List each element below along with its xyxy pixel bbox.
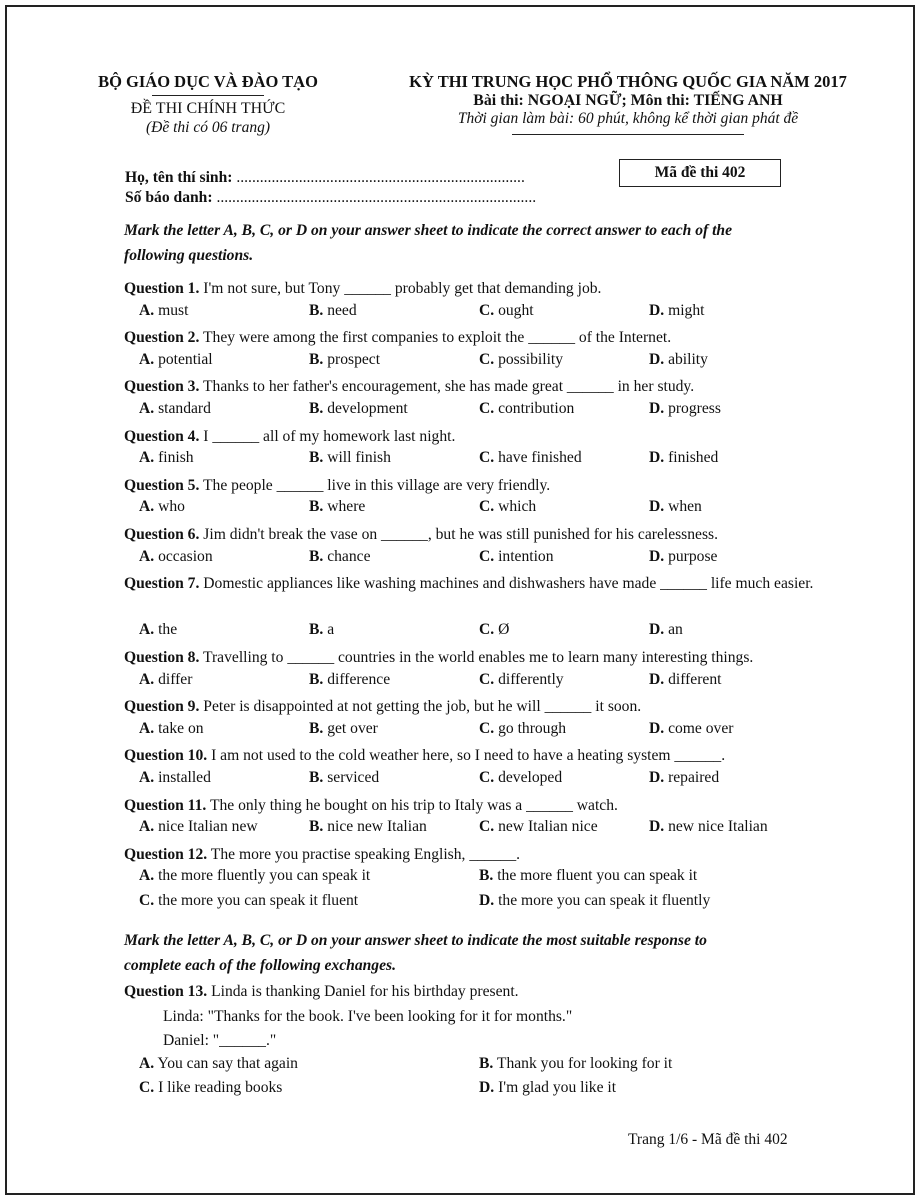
question-12 (124, 843, 814, 868)
question-text: The only thing he bought on his trip to Italy was a ______ watch. (206, 796, 618, 814)
q7-option-c[interactable]: C. Ø (479, 621, 510, 639)
q11-option-d[interactable]: D. new nice Italian (649, 818, 768, 836)
q12-option-b[interactable]: B. the more fluent you can speak it (479, 867, 698, 885)
question-label: Question 4. (124, 427, 200, 445)
q5-option-c[interactable]: C. which (479, 498, 537, 516)
question-text: Peter is disappointed at not getting the job, but he will ______ it soon. (199, 698, 642, 716)
question-label: Question 7. (124, 575, 200, 593)
q5-option-a[interactable]: A. who (139, 498, 185, 516)
q9-option-d[interactable]: D. come over (649, 719, 734, 737)
question-text: Domestic appliances like washing machines and dishwashers have made ______ life much easier. (199, 575, 814, 593)
q1-option-b[interactable]: B. need (309, 301, 357, 319)
q13-option-d[interactable]: D. I'm glad you like it (479, 1079, 617, 1096)
q5-option-b[interactable]: B. where (309, 498, 366, 516)
question-label: Question 9. (124, 698, 200, 716)
page-footer: Trang 1/6 - Mã đề thi 402 (628, 1131, 788, 1148)
question-text: I ______ all of my homework last night. (199, 427, 456, 445)
q6-option-d[interactable]: D. purpose (649, 547, 718, 565)
ministry-underline (152, 95, 264, 96)
section1-instruction-line1: Mark the letter A, B, C, or D on your answer sheet to indicate the correct answer to each of the (124, 222, 733, 239)
exam-subject: Bài thi: NGOẠI NGỮ; Môn thi: TIẾNG ANH (473, 92, 783, 109)
q1-option-c[interactable]: C. ought (479, 301, 534, 319)
q4-option-c[interactable]: C. have finished (479, 449, 582, 467)
question-label: Question 5. (124, 476, 200, 494)
question-label: Question 6. (124, 526, 200, 543)
candidate-id-label: Số báo danh: (125, 189, 213, 206)
q6-option-a[interactable]: A. occasion (139, 547, 213, 565)
candidate-name-label: Họ, tên thí sinh: (125, 169, 233, 186)
question-text: I'm not sure, but Tony ______ probably get that demanding job. (199, 280, 602, 297)
q2-option-c[interactable]: C. possibility (479, 350, 564, 368)
section1-instruction-line2: following questions. (124, 246, 254, 264)
q10-option-b[interactable]: B. serviced (309, 769, 380, 786)
q4-option-d[interactable]: D. finished (649, 449, 719, 467)
question-text: The more you practise speaking English, ______. (207, 845, 521, 863)
ministry-name: BỘ GIÁO DỤC VÀ ĐÀO TẠO (98, 72, 318, 91)
q2-option-a[interactable]: A. potential (139, 350, 213, 368)
question-3 (124, 375, 814, 400)
q13-option-a[interactable]: A. You can say that again (139, 1055, 298, 1072)
candidate-id-dots[interactable]: .................................................................................. (212, 189, 537, 206)
question-8 (124, 646, 814, 671)
q3-option-d[interactable]: D. progress (649, 400, 721, 417)
candidate-name-line (125, 169, 525, 187)
q11-option-b[interactable]: B. nice new Italian (309, 818, 427, 836)
q3-option-b[interactable]: B. development (309, 400, 408, 417)
exam-code-box: Mã đề thi 402 (619, 159, 781, 187)
q11-option-a[interactable]: A. nice Italian new (139, 818, 258, 836)
q7-option-b[interactable]: B. a (309, 621, 335, 639)
candidate-id-line (125, 189, 536, 207)
q4-option-a[interactable]: A. finish (139, 449, 194, 467)
question-label: Question 10. (124, 747, 208, 765)
question-text: They were among the first companies to exploit the ______ of the Internet. (199, 329, 672, 347)
q9-option-c[interactable]: C. go through (479, 719, 567, 737)
question-11 (124, 794, 814, 819)
q8-option-d[interactable]: D. different (649, 670, 722, 688)
exam-title: KỲ THI TRUNG HỌC PHỔ THÔNG QUỐC GIA NĂM 2017 (409, 72, 847, 91)
q7-option-a[interactable]: A. the (139, 621, 178, 639)
q1-option-d[interactable]: D. might (649, 301, 705, 319)
page-count-note: (Đề thi có 06 trang) (146, 119, 270, 136)
title-underline (512, 134, 744, 135)
q12-option-d[interactable]: D. the more you can speak it fluently (479, 892, 711, 909)
question-2 (124, 326, 814, 351)
q6-option-b[interactable]: B. chance (309, 547, 371, 565)
q12-option-a[interactable]: A. the more fluently you can speak it (139, 867, 371, 885)
question-6 (124, 523, 814, 548)
q13-option-b[interactable]: B. Thank you for looking for it (479, 1055, 673, 1072)
q9-option-a[interactable]: A. take on (139, 719, 204, 737)
question-label: Question 3. (124, 378, 200, 396)
section2-instruction-line1: Mark the letter A, B, C, or D on your answer sheet to indicate the most suitable response to (124, 932, 707, 949)
question-text: The people ______ live in this village are very friendly. (199, 476, 551, 494)
question-text: Jim didn't break the vase on ______, but he was still punished for his carelessness. (199, 526, 719, 543)
q8-option-a[interactable]: A. differ (139, 670, 193, 688)
dialogue-daniel: Daniel: "______." (163, 1032, 277, 1049)
q2-option-d[interactable]: D. ability (649, 350, 708, 368)
q5-option-d[interactable]: D. when (649, 498, 702, 516)
question-text: Thanks to her father's encouragement, she has made great ______ in her study. (199, 378, 695, 396)
question-text: Linda is thanking Daniel for his birthday present. (207, 983, 519, 1000)
q10-option-d[interactable]: D. repaired (649, 769, 720, 786)
question-13 (124, 980, 814, 1005)
q8-option-c[interactable]: C. differently (479, 670, 564, 688)
question-label: Question 8. (124, 649, 200, 666)
q1-option-a[interactable]: A. must (139, 301, 189, 319)
q3-option-c[interactable]: C. contribution (479, 400, 575, 417)
q11-option-c[interactable]: C. new Italian nice (479, 818, 598, 836)
q10-option-c[interactable]: C. developed (479, 769, 563, 786)
question-label: Question 1. (124, 280, 200, 297)
section2-instruction-line2: complete each of the following exchanges. (124, 956, 396, 974)
question-10 (124, 744, 814, 769)
question-text: Travelling to ______ countries in the world enables me to learn many interesting things. (199, 649, 754, 666)
question-text: I am not used to the cold weather here, so I need to have a heating system ______. (207, 747, 726, 765)
question-9 (124, 695, 814, 720)
q4-option-b[interactable]: B. will finish (309, 449, 391, 467)
official-label: ĐỀ THI CHÍNH THỨC (130, 100, 286, 117)
q9-option-b[interactable]: B. get over (309, 719, 378, 737)
question-5 (124, 474, 814, 499)
question-4 (124, 425, 814, 450)
q13-option-c[interactable]: C. I like reading books (139, 1079, 283, 1096)
question-1 (124, 277, 814, 302)
question-7 (124, 572, 814, 597)
exam-time: Thời gian làm bài: 60 phút, không kể thời gian phát đề (457, 110, 799, 127)
q8-option-b[interactable]: B. difference (309, 670, 391, 688)
question-label: Question 12. (124, 845, 208, 863)
q2-option-b[interactable]: B. prospect (309, 350, 381, 368)
question-label: Question 11. (124, 796, 207, 814)
question-label: Question 2. (124, 329, 200, 347)
header-right (358, 72, 898, 135)
section1-instruction (124, 219, 806, 268)
header-left (80, 72, 336, 137)
question-label: Question 13. (124, 983, 208, 1000)
q6-option-c[interactable]: C. intention (479, 547, 554, 565)
candidate-name-dots[interactable]: .......................................................................... (232, 169, 525, 186)
section2-instruction (124, 929, 806, 978)
q3-option-a[interactable]: A. standard (139, 400, 211, 417)
dialogue-linda: Linda: "Thanks for the book. I've been looking for it for months." (163, 1008, 573, 1025)
q7-option-d[interactable]: D. an (649, 621, 683, 639)
q10-option-a[interactable]: A. installed (139, 769, 211, 786)
q12-option-c[interactable]: C. the more you can speak it fluent (139, 892, 359, 909)
